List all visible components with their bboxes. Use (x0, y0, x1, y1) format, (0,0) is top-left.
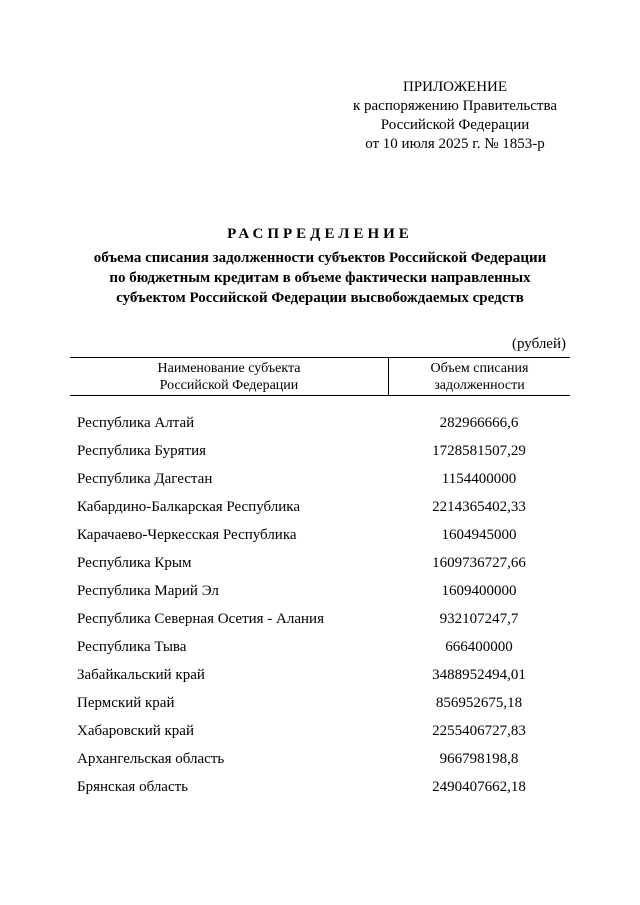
region-name: Республика Алтай (77, 414, 195, 431)
column-header-value-line-1: Объем списания (430, 360, 529, 376)
region-name: Республика Тыва (77, 638, 187, 655)
region-name: Республика Бурятия (77, 442, 207, 459)
table-row (70, 717, 570, 745)
writeoff-amount: 1609400000 (441, 582, 517, 599)
writeoff-amount: 1728581507,29 (432, 442, 526, 459)
table-body (70, 409, 570, 801)
writeoff-amount: 856952675,18 (435, 694, 523, 711)
writeoff-amount: 932107247,7 (439, 610, 519, 627)
appendix-reference-government: Российской Федерации (380, 117, 530, 133)
appendix-reference: к распоряжению Правительства (352, 98, 557, 114)
subtitle-line-2: по бюджетным кредитам в объеме фактически направленных (109, 270, 531, 286)
region-name: Хабаровский край (77, 722, 194, 739)
document-subtitle (60, 248, 580, 308)
column-header-name-line-2: Российской Федерации (159, 377, 299, 393)
column-header-value (389, 358, 570, 395)
region-name: Республика Марий Эл (77, 582, 219, 599)
column-header-name-line-1: Наименование субъекта (157, 360, 301, 376)
appendix-block (330, 78, 580, 154)
appendix-date-number: от 10 июля 2025 г. № 1853-р (365, 136, 545, 152)
subtitle-line-3: субъектом Российской Федерации высвобождаемых средств (116, 290, 524, 306)
writeoff-amount: 1154400000 (441, 470, 517, 487)
region-name: Пермский край (77, 694, 175, 711)
region-name: Брянская область (77, 778, 189, 795)
document-title: РАСПРЕДЕЛЕНИЕ (227, 226, 413, 242)
writeoff-amount: 282966666,6 (439, 414, 519, 431)
writeoff-amount: 3488952494,01 (432, 666, 526, 683)
writeoff-amount: 666400000 (445, 638, 513, 655)
table-row (70, 605, 570, 633)
column-header-name (70, 358, 389, 395)
table-row (70, 689, 570, 717)
column-header-value-line-2: задолженности (434, 377, 525, 393)
units-label: (рублей) (511, 336, 566, 352)
table-row (70, 437, 570, 465)
region-name: Республика Дагестан (77, 470, 213, 487)
table-row (70, 745, 570, 773)
writeoff-amount: 2214365402,33 (432, 498, 526, 515)
writeoff-amount: 2490407662,18 (432, 778, 526, 795)
region-name: Забайкальский край (77, 666, 205, 683)
region-name: Кабардино-Балкарская Республика (77, 498, 301, 515)
appendix-label: ПРИЛОЖЕНИЕ (402, 79, 508, 95)
table-row (70, 521, 570, 549)
subtitle-line-1: объема списания задолженности субъектов Российской Федерации (93, 250, 547, 266)
table-row (70, 773, 570, 801)
region-name: Республика Крым (77, 554, 192, 571)
table-row (70, 633, 570, 661)
writeoff-amount: 1604945000 (441, 526, 517, 543)
region-name: Архангельская область (77, 750, 225, 767)
table-header (70, 357, 570, 396)
writeoff-amount: 2255406727,83 (432, 722, 526, 739)
table-row (70, 493, 570, 521)
table-row (70, 577, 570, 605)
writeoff-amount: 1609736727,66 (432, 554, 526, 571)
table-row (70, 661, 570, 689)
table-row (70, 465, 570, 493)
table-row (70, 409, 570, 437)
table-row (70, 549, 570, 577)
region-name: Карачаево-Черкесская Республика (77, 526, 297, 543)
region-name: Республика Северная Осетия - Алания (77, 610, 324, 627)
writeoff-amount: 966798198,8 (439, 750, 519, 767)
